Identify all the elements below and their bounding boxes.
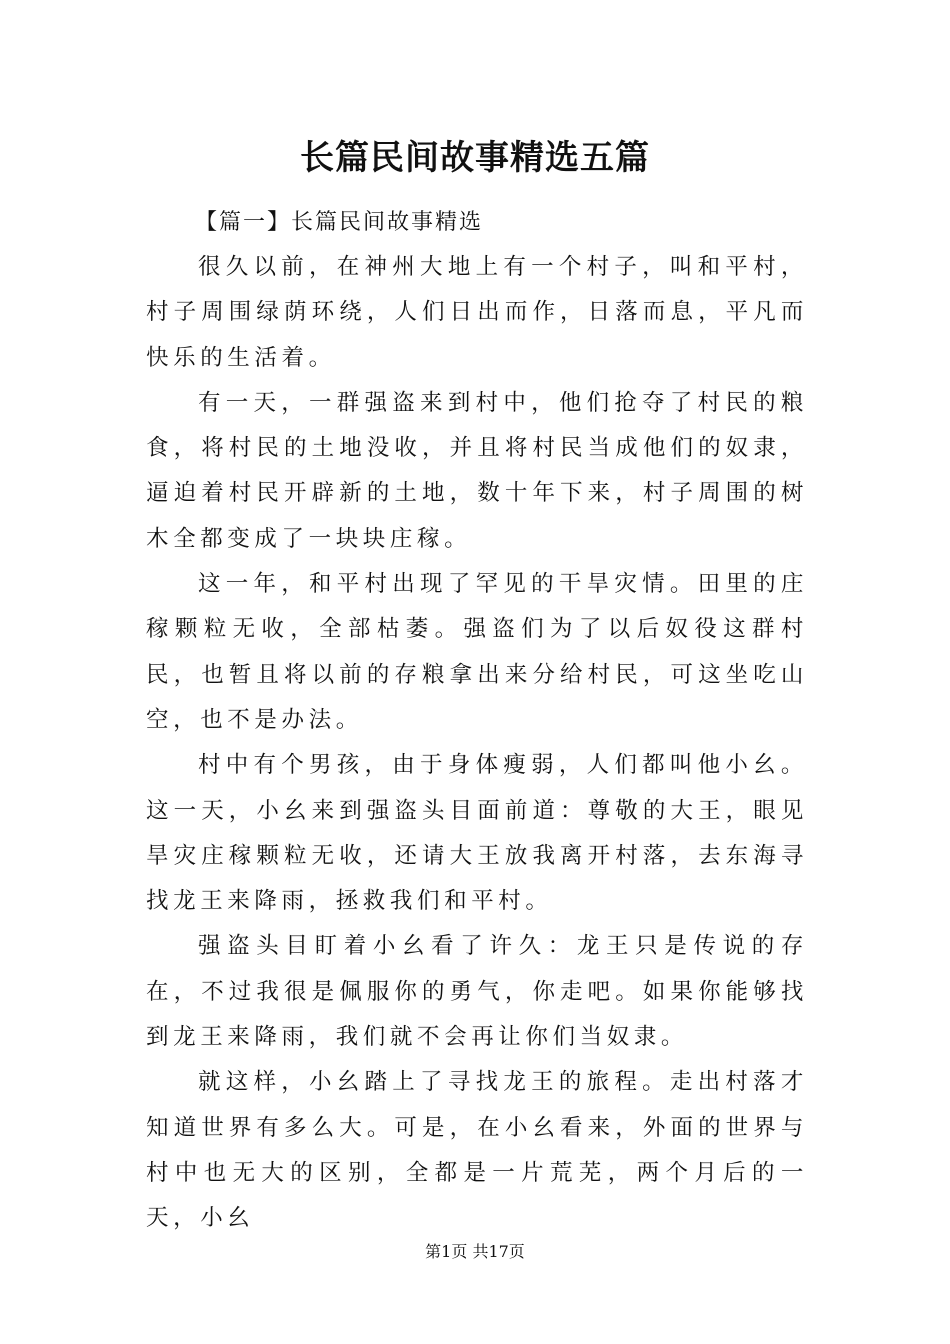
page-footer: 第1页 共17页 <box>425 1242 525 1261</box>
document-title: 长篇民间故事精选五篇 <box>300 138 650 178</box>
paragraph-1: 很久以前，在神州大地上有一个村子，叫和平村，村子周围绿荫环绕，人们日出而作，日落而息，平凡而快乐的生活着。 <box>146 254 808 371</box>
paragraph-4: 村中有个男孩，由于身体瘦弱，人们都叫他小幺。这一天，小幺来到强盗头目面前道：尊敬的大王，眼见旱灾庄稼颗粒无收，还请大王放我离开村落，去东海寻找龙王来降雨，拯救我们和平村。 <box>146 752 808 915</box>
paragraph-3: 这一年，和平村出现了罕见的干旱灾情。田里的庄稼颗粒无收，全部枯萎。强盗们为了以后奴役这群村民，也暂且将以前的存粮拿出来分给村民，可这坐吃山空，也不是办法。 <box>146 571 808 733</box>
paragraph-5: 强盗头目盯着小幺看了许久：龙王只是传说的存在，不过我很是佩服你的勇气，你走吧。如果你能够找到龙王来降雨，我们就不会再让你们当奴隶。 <box>146 933 808 1051</box>
section-heading: 【篇一】长篇民间故事精选 <box>195 210 484 235</box>
paragraph-6: 就这样，小幺踏上了寻找龙王的旅程。走出村落才知道世界有多么大。可是，在小幺看来，外面的世界与村中也无大的区别，全都是一片荒芜，两个月后的一天，小幺 <box>146 1069 808 1232</box>
document-body <box>146 200 808 1242</box>
paragraph-2: 有一天，一群强盗来到村中，他们抢夺了村民的粮食，将村民的土地没收，并且将村民当成他们的奴隶，逼迫着村民开辟新的土地，数十年下来，村子周围的树木全都变成了一块块庄稼。 <box>146 389 808 552</box>
